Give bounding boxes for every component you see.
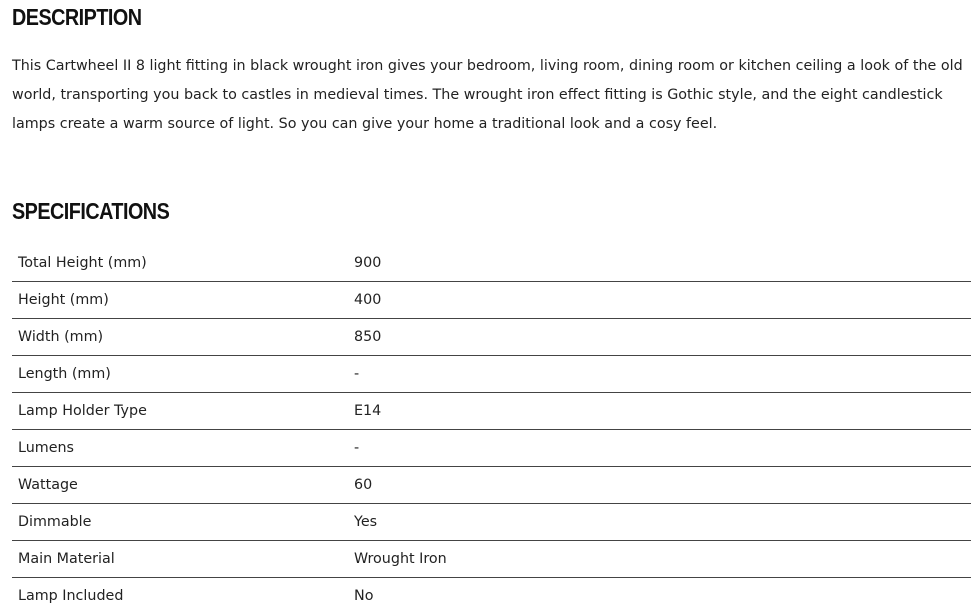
spec-label: Length (mm) [12,356,354,393]
spec-row-lamp-holder-type [12,393,971,430]
spec-row-total-height [12,245,971,282]
specifications-heading: SPECIFICATIONS [12,198,169,225]
description-text: This Cartwheel II 8 light fitting in black wrought iron gives your bedroom, living room, dining room or kitchen ceiling a look of the old world, transporting you back to castles in medieval times. The wrought iron effect fitting is Gothic style, and the eight candlestick lamps create a warm source of light. So you can give your home a traditional look and a cosy feel. [12,52,968,139]
spec-label: Height (mm) [12,282,354,319]
spec-value: 900 [354,245,971,282]
spec-label: Total Height (mm) [12,245,354,282]
spec-row-lamp-included [12,578,971,614]
spec-label: Dimmable [12,504,354,541]
spec-label: Wattage [12,467,354,504]
spec-row-dimmable [12,504,971,541]
spec-value: - [354,356,971,393]
spec-label: Lumens [12,430,354,467]
spec-value: 400 [354,282,971,319]
spec-row-lumens [12,430,971,467]
spec-row-main-material [12,541,971,578]
spec-value: No [354,578,971,614]
spec-value: - [354,430,971,467]
spec-value: 850 [354,319,971,356]
spec-label: Lamp Included [12,578,354,614]
spec-label: Main Material [12,541,354,578]
spec-value: 60 [354,467,971,504]
description-heading: DESCRIPTION [12,4,142,31]
spec-label: Width (mm) [12,319,354,356]
spec-value: Yes [354,504,971,541]
specifications-table [12,245,971,614]
spec-row-length [12,356,971,393]
spec-label: Lamp Holder Type [12,393,354,430]
spec-value: E14 [354,393,971,430]
spec-row-height [12,282,971,319]
spec-row-width [12,319,971,356]
spec-value: Wrought Iron [354,541,971,578]
spec-row-wattage [12,467,971,504]
